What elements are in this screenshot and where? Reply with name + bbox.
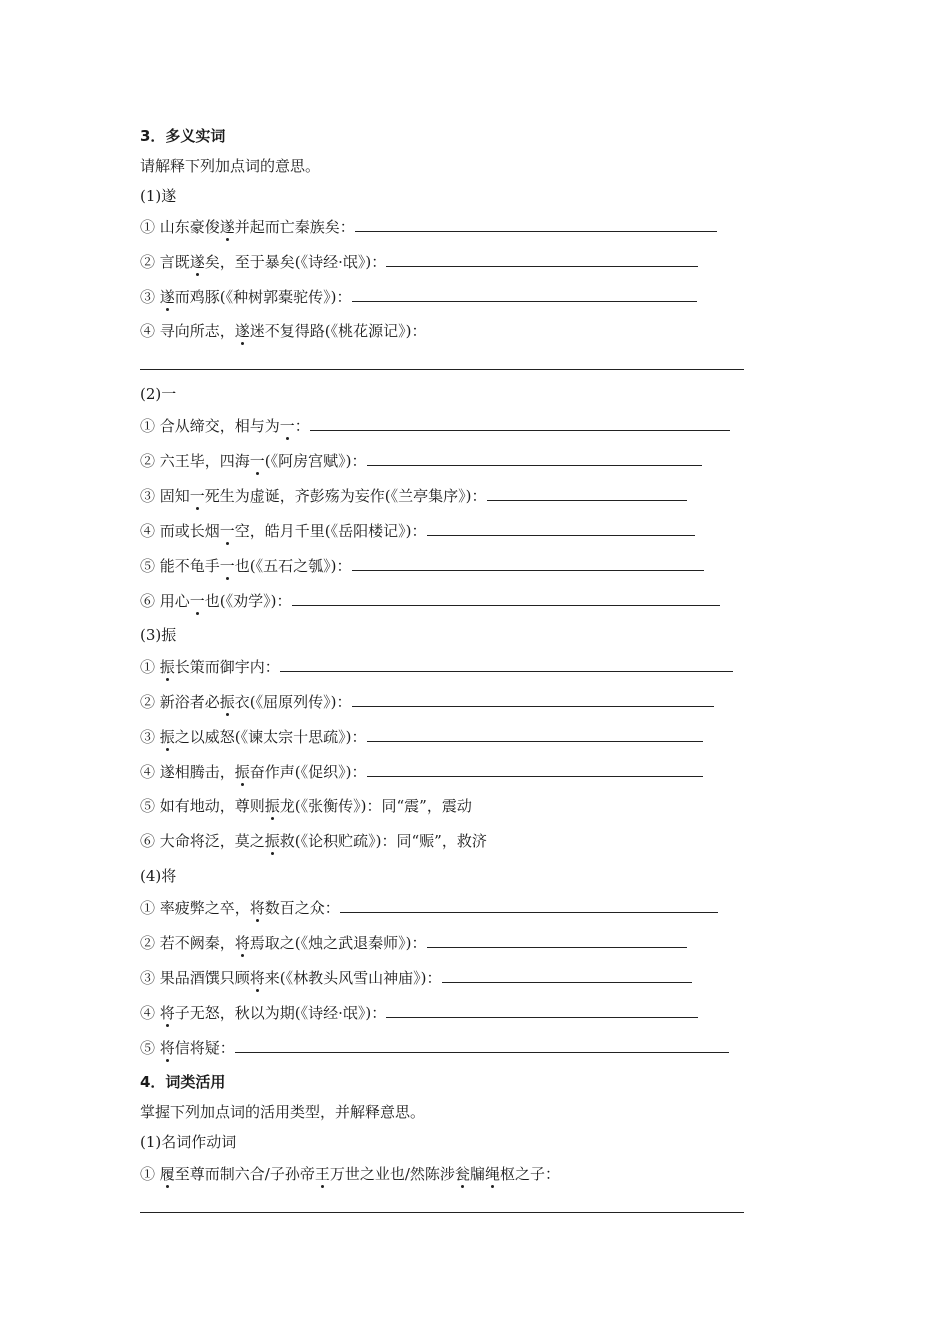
answer-blank[interactable] (427, 520, 695, 536)
item-jiang-5: ⑤ 将信将疑： (140, 1037, 729, 1058)
dotted-word: 一 (219, 557, 235, 575)
section-4-heading: 4．词类活用 (140, 1073, 226, 1091)
dotted-word: 振 (159, 658, 175, 676)
dotted-word: 振 (219, 693, 235, 711)
item-yi-1: ① 合从缔交，相与为一： (140, 415, 730, 436)
dotted-word: 履 (159, 1165, 175, 1183)
dotted-word: 瓮 (454, 1165, 470, 1183)
answer-blank[interactable] (340, 897, 718, 913)
group-jiang-label: (4)将 (140, 867, 177, 885)
dotted-word: 一 (279, 417, 295, 435)
item-zhen-1: ① 振长策而御宇内： (140, 656, 733, 677)
item-jiang-1: ① 率疲弊之卒，将数百之众： (140, 897, 718, 918)
answer-blank[interactable] (386, 251, 698, 267)
dotted-word: 将 (234, 934, 250, 952)
answer-blank[interactable] (140, 369, 744, 370)
dotted-word: 绳 (484, 1165, 500, 1183)
item-sui-4: ④ 寻向所志，遂迷不复得路(《桃花源记》)： (140, 322, 427, 340)
item-zhen-6: ⑥ 大命将泛，莫之振救(《论积贮疏》)：同“赈”，救济 (140, 832, 487, 850)
section-3-instruction: 请解释下列加点词的意思。 (140, 157, 321, 175)
answer-blank[interactable] (386, 1002, 698, 1018)
dotted-word: 振 (234, 763, 250, 781)
dotted-word: 振 (159, 728, 175, 746)
answer-blank[interactable] (442, 967, 692, 983)
item-yi-6: ⑥ 用心一也(《劝学》)： (140, 590, 720, 611)
answer-blank[interactable] (280, 656, 733, 672)
answer-blank[interactable] (355, 216, 717, 232)
group-noun-verb-label: (1)名词作动词 (140, 1133, 237, 1151)
item-yi-2: ② 六王毕，四海一(《阿房宫赋》)： (140, 450, 702, 471)
section-3-heading: 3．多义实词 (140, 127, 226, 145)
dotted-word: 遂 (189, 253, 205, 271)
item-yi-3: ③ 固知一死生为虚诞，齐彭殇为妄作(《兰亭集序》)： (140, 485, 687, 506)
answer-blank[interactable] (310, 415, 730, 431)
dotted-word: 将 (249, 969, 265, 987)
dotted-word: 王 (314, 1165, 330, 1183)
answer-blank[interactable] (352, 555, 704, 571)
dotted-word: 将 (159, 1004, 175, 1022)
dotted-word: 一 (249, 452, 265, 470)
answer-blank[interactable] (352, 286, 697, 302)
answer-blank[interactable] (292, 590, 720, 606)
group-zhen-label: (3)振 (140, 626, 177, 644)
item-jiang-3: ③ 果品酒馔只顾将来(《林教头风雪山神庙》)： (140, 967, 692, 988)
answer-blank[interactable] (352, 691, 714, 707)
answer-blank[interactable] (367, 450, 702, 466)
item-noun-verb-1: ① 履至尊而制六合/子孙帝王万世之业也/然陈涉瓮牖绳枢之子： (140, 1165, 560, 1183)
item-zhen-5: ⑤ 如有地动，尊则振龙(《张衡传》)：同“震”，震动 (140, 797, 472, 815)
dotted-word: 一 (189, 592, 205, 610)
dotted-word: 遂 (159, 288, 175, 306)
dotted-word: 振 (264, 832, 280, 850)
item-sui-3: ③ 遂而鸡豚(《种树郭橐驼传》)： (140, 286, 697, 307)
dotted-word: 将 (159, 1039, 175, 1057)
item-jiang-2: ② 若不阙秦，将焉取之(《烛之武退秦师》)： (140, 932, 687, 953)
item-sui-2: ② 言既遂矣，至于暴矣(《诗经·氓》)： (140, 251, 698, 272)
dotted-word: 一 (219, 522, 235, 540)
item-zhen-2: ② 新浴者必振衣(《屈原列传》)： (140, 691, 714, 712)
item-yi-5: ⑤ 能不龟手一也(《五石之瓠》)： (140, 555, 704, 576)
dotted-word: 一 (189, 487, 205, 505)
dotted-word: 将 (249, 899, 265, 917)
answer-blank[interactable] (367, 726, 703, 742)
dotted-word: 遂 (219, 218, 235, 236)
answer-blank[interactable] (427, 932, 687, 948)
answer-blank[interactable] (487, 485, 687, 501)
section-4-instruction: 掌握下列加点词的活用类型，并解释意思。 (140, 1103, 426, 1121)
item-jiang-4: ④ 将子无怒，秋以为期(《诗经·氓》)： (140, 1002, 698, 1023)
dotted-word: 振 (264, 797, 280, 815)
item-yi-4: ④ 而或长烟一空，皓月千里(《岳阳楼记》)： (140, 520, 695, 541)
dotted-word: 遂 (234, 322, 250, 340)
answer-blank[interactable] (235, 1037, 729, 1053)
answer-blank[interactable] (367, 761, 703, 777)
answer-blank[interactable] (140, 1212, 744, 1213)
item-sui-1: ① 山东豪俊遂并起而亡秦族矣： (140, 216, 717, 237)
group-yi-label: (2)一 (140, 385, 177, 403)
item-zhen-3: ③ 振之以威怒(《谏太宗十思疏》)： (140, 726, 703, 747)
group-sui-label: (1)遂 (140, 187, 177, 205)
item-zhen-4: ④ 遂相腾击，振奋作声(《促织》)： (140, 761, 703, 782)
